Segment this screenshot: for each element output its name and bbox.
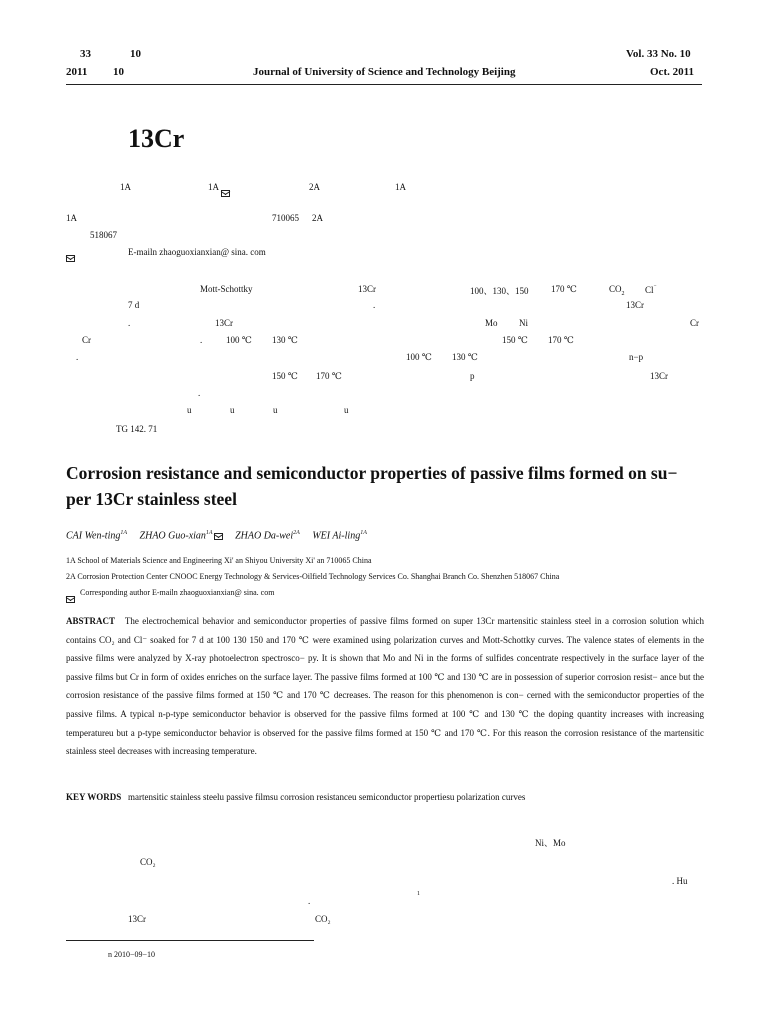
cn-abs-l6-t1: 150 ℃ [272,371,298,381]
cn-affil-1a: 1A [66,213,77,223]
cn-abs-l1-b: 13Cr [358,284,376,294]
cn-abs-l1-d: 170 ℃ [551,284,577,294]
en-affil-2: 2A Corrosion Protection Center CNOOC Energy Technology & Services-Oilfield Technology Services Co. Shanghai Branch Co. Shenzhen 518067 China [66,572,560,581]
footnote-rule [66,940,314,941]
cn-abs-l5-np: n−p [629,352,644,362]
cn-abs-l4-t1: 100 ℃ [226,335,252,345]
keywords-text: martensitic stainless steelu passive filmsu corrosion resistanceu semiconductor propertiesu polarization curves [128,792,526,802]
cn-abs-l4-t4: 170 ℃ [548,335,574,345]
en-abstract [66,612,704,761]
author-name: ZHAO Da-wei [235,530,294,542]
abstract-text: The electrochemical behavior and semiconductor properties of passive films formed on super 13Cr martensitic stainless steel in a corrosion solution which contains CO₂ and Cl⁻ soaked for 7 d at 100 130 150 and 170 ℃ were examined using polarization curves and Mott-Schottky curves. The valence states of elements in the passive films were analyzed by X-ray photoelectron spectrosco− py. It is shown that Mo and Ni in the forms of sulfides concentrate respectively in the surface layer of the passive films but Cr in form of oxides enriches on the surface layer. The passive films formed at 100 ℃ and 130 ℃ are in possession of superior corrosion resist− ance but the corrosion resistance of the passive films formed at 150 ℃ and 170 ℃ decreases. The reason for this phenomenon is con− cerned with the semiconductor properties of the passive films. A typical n-p-type semiconductor behavior is observed for the passive films formed at 100 ℃ and 130 ℃ the doping quantity increases with increasing temperatureu but a p-type semiconductor behavior is observed for the passive films formed at 150 ℃ and 170 ℃. For this reason the corrosion resistance of the martensitic stainless steel decreases with increasing temperature. [66,616,704,757]
envelope-icon [221,184,230,202]
received-date: n 2010−09−10 [108,950,156,959]
cn-abs-l1-co2: $CO_2$ [609,284,625,297]
cn-title: 13Cr [128,124,185,153]
author-name: CAI Wen-ting [66,530,121,542]
month-cn: 10 [113,66,124,78]
issue-cn: 10 [130,48,141,60]
body-frag-13cr: 13Cr [128,914,146,924]
keywords-label: KEY WORDS [66,792,122,802]
cn-abs-l6-13cr: 13Cr [650,371,668,381]
cn-abs-l2-b: 13Cr [626,300,644,310]
cn-abs-l1-a: Mott-Schottky [200,284,253,294]
cn-abs-l3-mo: Mo [485,318,498,328]
en-affil-1: 1A School of Materials Science and Engineering Xi' an Shiyou University Xi' an 710065 China [66,556,372,565]
author-name: ZHAO Guo-xian [139,530,206,542]
envelope-icon [214,530,223,541]
cn-abs-l5-t1: 100 ℃ [406,352,432,362]
en-corresponding: Corresponding author E-mailn zhaoguoxianxian@ sina. com [80,588,275,597]
cn-kw-sep-3: u [273,405,278,415]
cn-abs-l3-cr: Cr [690,318,699,328]
envelope-icon [66,249,75,267]
cn-abs-l5-t2: 130 ℃ [452,352,478,362]
envelope-icon [66,590,75,608]
volume-cn: 33 [80,48,91,60]
cn-abs-l1-c: 100、130、150 [470,286,529,296]
body-frag-ni-mo: Ni、Mo [535,838,566,848]
body-ref-1: 1 [417,891,420,897]
cn-kw-sep-2: u [230,405,235,415]
abstract-label: ABSTRACT [66,616,116,626]
cn-affil-zip: 710065 [272,213,299,223]
cn-abs-l4-t2: 130 ℃ [272,335,298,345]
cn-abs-l4-cr: Cr [82,335,91,345]
cn-email: E-mailn zhaoguoxianxian@ sina. com [128,247,266,257]
cn-abs-l4-t3: 150 ℃ [502,335,528,345]
year-cn: 2011 [66,66,88,78]
cn-abs-l3-ni: Ni [519,318,528,328]
en-keywords [66,788,704,807]
journal-name: Journal of University of Science and Technology Beijing [253,66,516,78]
cn-author-2-sup: 1A [208,182,219,192]
volume-en: Vol. 33 No. 10 [626,48,691,60]
cn-affil-2a: 2A [312,213,323,223]
body-frag-dot: . [308,896,311,906]
cn-kw-sep-1: u [187,405,192,415]
en-authors: CAI Wen-ting$^{1A}$ ZHAO Guo-xian$^{1A}$ ZHAO Da-wei$^{2A}$ WEI Ai-ling$^{1A}$ [66,530,367,542]
en-title: Corrosion resistance and semiconductor properties of passive films formed on su− per 13Cr stainless steel [66,463,678,509]
cn-abs-l1-cl: Cl⁻ [645,285,657,295]
cn-author-3-sup: 2A [309,182,320,192]
clc-number: TG 142. 71 [116,424,158,434]
cn-abs-l3-b: 13Cr [215,318,233,328]
body-frag-co2b: CO₂ [315,914,331,924]
author-name: WEI Ai-ling [312,530,361,542]
cn-abs-l6-t2: 170 ℃ [316,371,342,381]
body-frag-co2: CO₂ [140,857,156,867]
cn-affil-zip2: 518067 [90,230,117,240]
cn-kw-sep-4: u [344,405,349,415]
cn-author-4-sup: 1A [395,182,406,192]
cn-abs-l2-a: 7 d [128,300,140,310]
cn-author-1-sup: 1A [120,182,131,192]
body-frag-hu: . Hu [672,876,688,886]
date-en: Oct. 2011 [650,66,694,78]
header-rule [66,84,702,85]
cn-abs-l6-p: p [470,371,475,381]
